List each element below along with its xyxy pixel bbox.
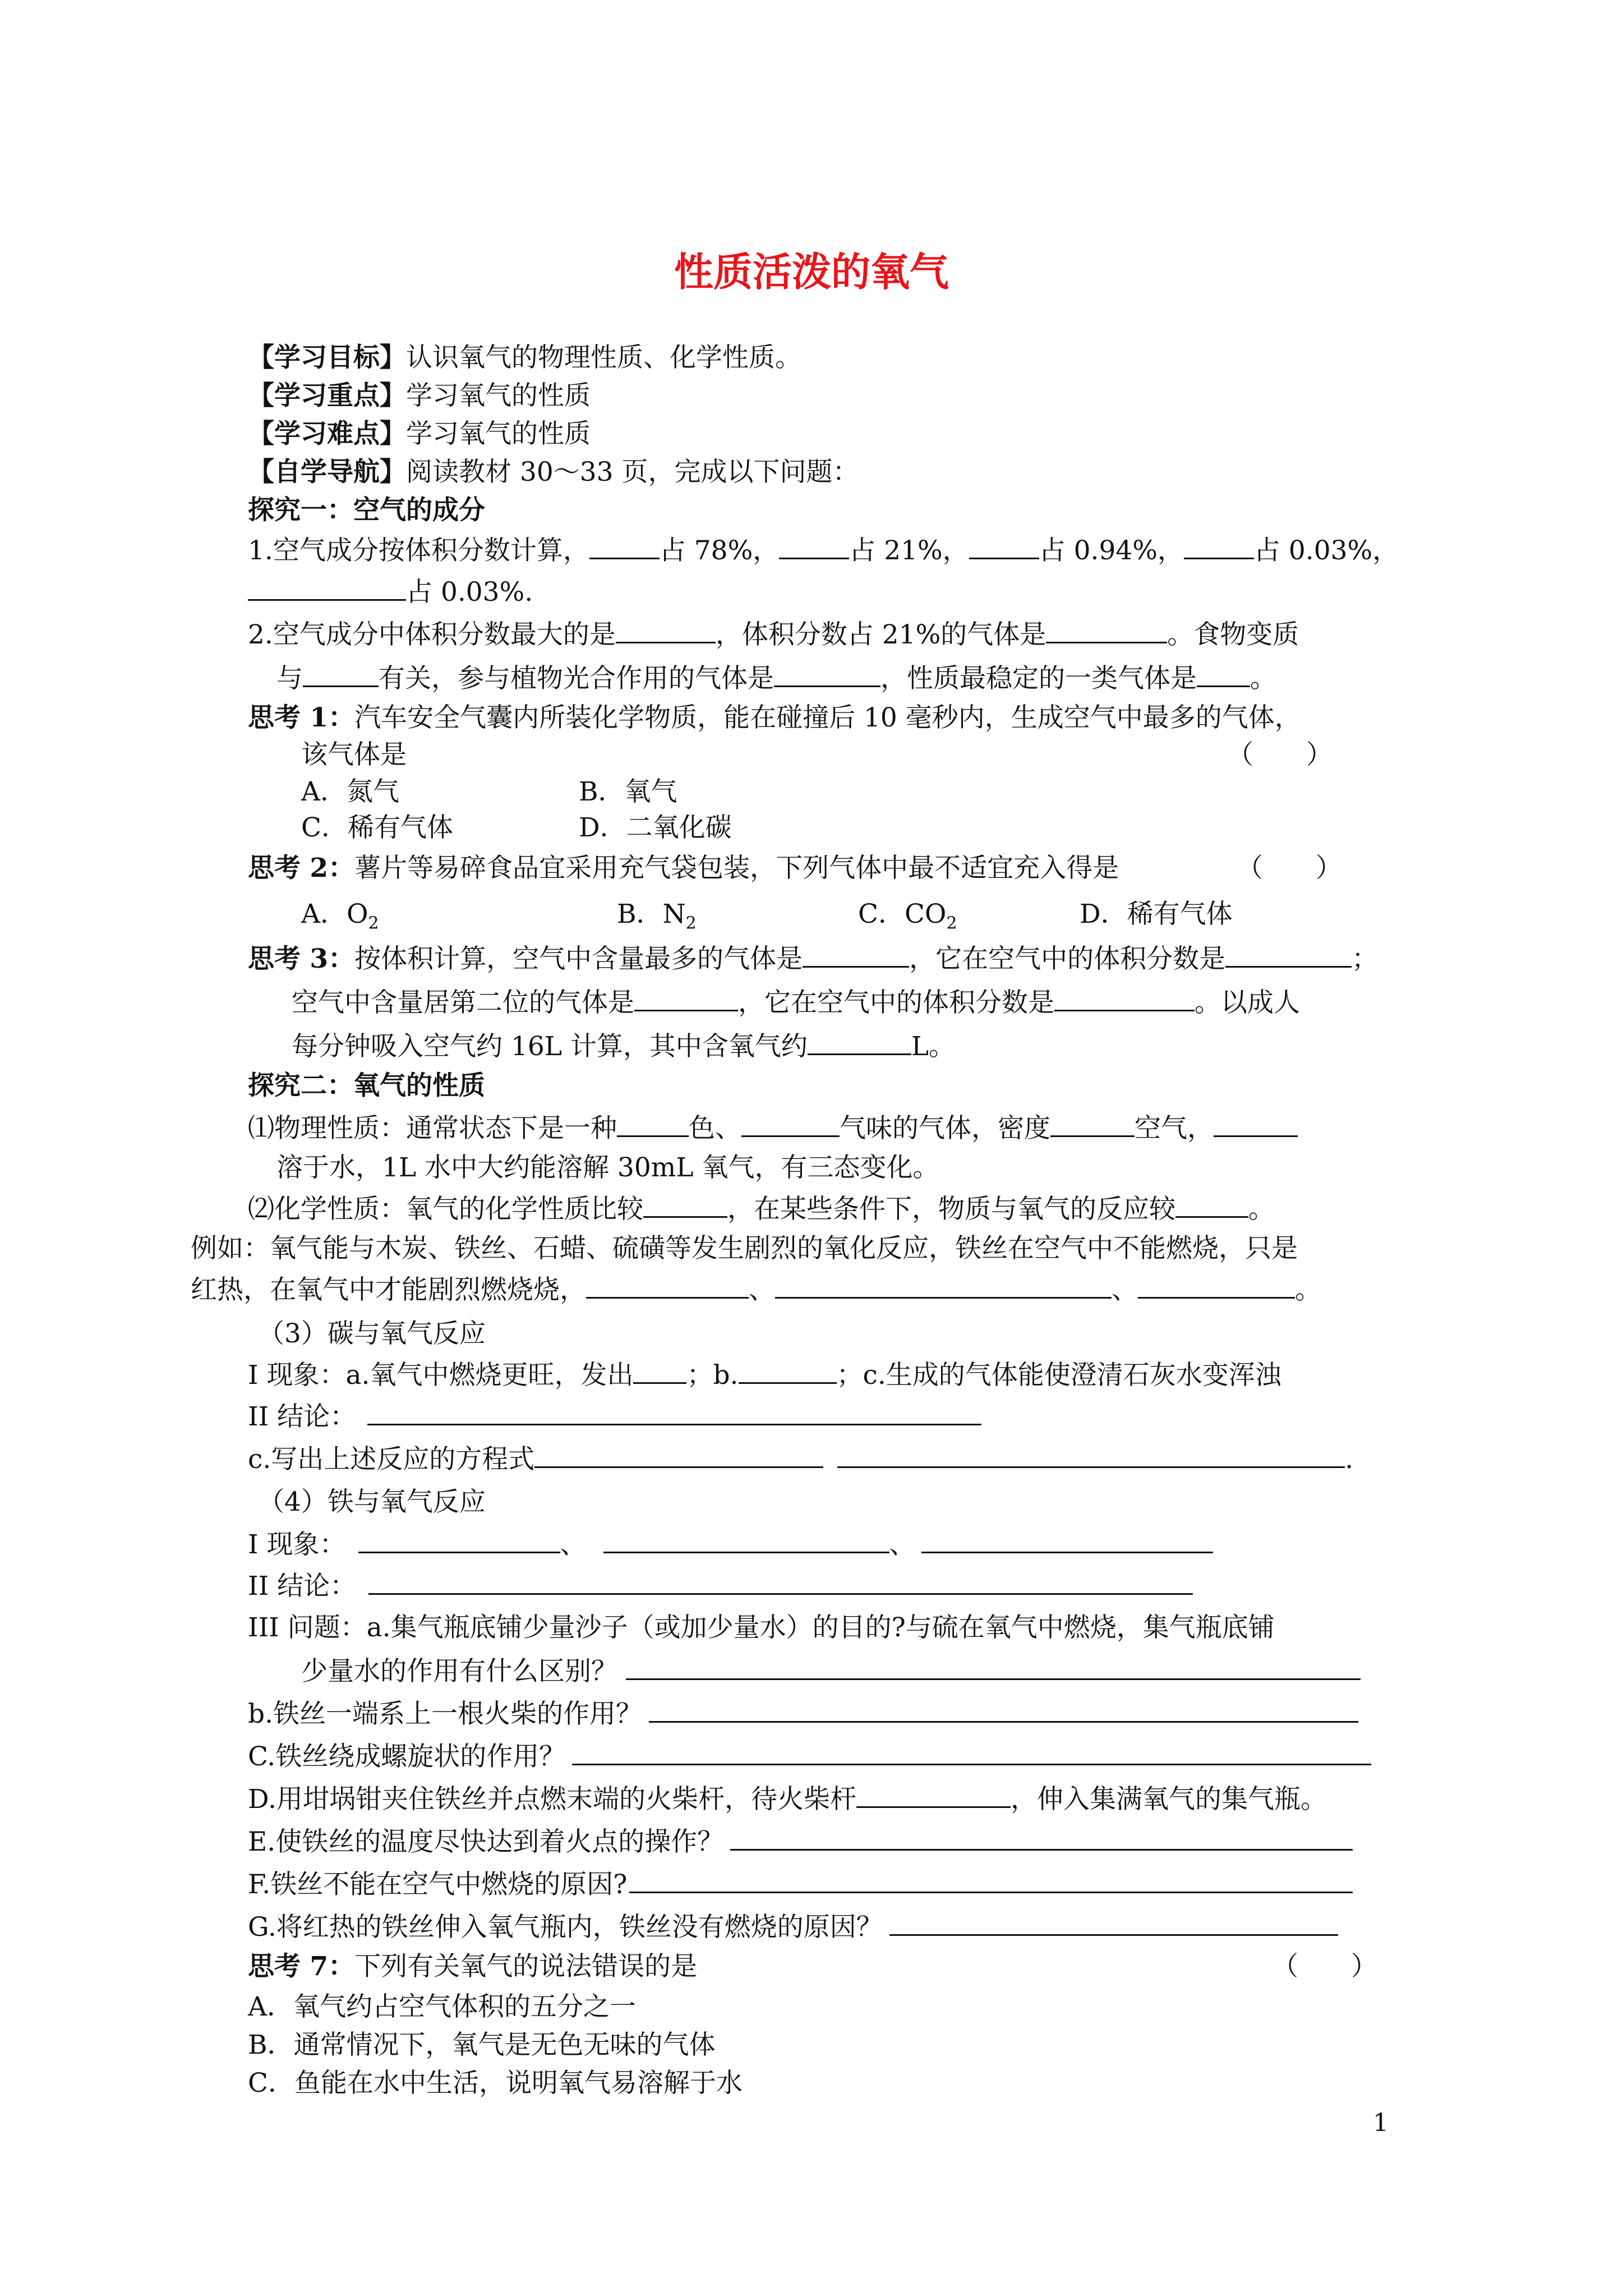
carbon-text: I 现象：a.氧气中燃烧更旺，发出 bbox=[248, 1360, 634, 1391]
subscript: 2 bbox=[368, 913, 379, 933]
blank[interactable] bbox=[616, 617, 716, 643]
think-3-text: 按体积计算，空气中含量最多的气体是 bbox=[354, 944, 803, 974]
guide-text: 阅读教材 30～33 页，完成以下问题： bbox=[406, 457, 859, 487]
option-b: B．通常情况下，氧气是无色无味的气体 bbox=[248, 2030, 716, 2060]
think-3-text: ，它在空气中的体积分数是 bbox=[738, 987, 1054, 1018]
blank[interactable] bbox=[1046, 617, 1167, 643]
iron-text: I 现象： bbox=[248, 1529, 346, 1560]
q2-text: 2.空气成分中体积分数最大的是 bbox=[248, 619, 616, 650]
iron-question-d bbox=[248, 1782, 1327, 1816]
example-text: 、 bbox=[749, 1274, 775, 1305]
q1-text: 占 0.03%， bbox=[1253, 535, 1399, 566]
carbon-text: ；c.生成的气体能使澄清石灰水变浑浊 bbox=[836, 1360, 1281, 1391]
question-2 bbox=[248, 617, 1299, 652]
answer-paren[interactable]: （ ） bbox=[1237, 853, 1342, 884]
option-a-text: A．O bbox=[301, 899, 368, 930]
iron-heading: （4）铁与氧气反应 bbox=[258, 1487, 486, 1517]
iron-text: C.铁丝绕成螺旋状的作用？ bbox=[248, 1741, 566, 1772]
option-c: C．鱼能在水中生活，说明氧气易溶解于水 bbox=[248, 2068, 743, 2099]
blank[interactable] bbox=[368, 1568, 1193, 1595]
blank[interactable] bbox=[741, 1111, 840, 1137]
carbon-text: c.写出上述反应的方程式 bbox=[248, 1444, 535, 1475]
chem-text: ，在某些条件下，物质与氧气的反应较 bbox=[727, 1194, 1175, 1225]
q1-text: 占 0.94%， bbox=[1039, 535, 1184, 566]
iron-text: II 结论： bbox=[248, 1571, 357, 1602]
think-3-text: 空气中含量居第二位的气体是 bbox=[292, 987, 634, 1018]
iron-question-e bbox=[248, 1824, 1353, 1859]
think-1 bbox=[248, 701, 1301, 735]
goal-line bbox=[248, 341, 801, 375]
iron-text: 少量水的作用有什么区别？ bbox=[301, 1656, 617, 1687]
iron-text: D.用坩埚钳夹住铁丝并点燃末端的火柴杆，待火柴杆 bbox=[248, 1784, 856, 1815]
iron-text: ，伸入集满氧气的集气瓶。 bbox=[1010, 1784, 1327, 1815]
phys-text: 气味的气体，密度 bbox=[840, 1113, 1050, 1144]
section-heading-1: 探究一：空气的成分 bbox=[248, 495, 485, 526]
blank[interactable] bbox=[889, 1910, 1338, 1936]
blank[interactable] bbox=[803, 941, 909, 968]
iron-question-f bbox=[248, 1867, 1353, 1902]
think-3-label: 思考 3： bbox=[248, 944, 355, 974]
blank[interactable] bbox=[303, 661, 379, 687]
think-3-text: 。以成人 bbox=[1195, 987, 1300, 1018]
blank[interactable] bbox=[534, 1442, 823, 1468]
q2-text: 。 bbox=[1250, 663, 1276, 694]
subscript: 2 bbox=[685, 913, 697, 933]
guide-line bbox=[248, 455, 859, 489]
blank[interactable] bbox=[629, 1867, 1353, 1893]
option-c-text: C．CO bbox=[858, 899, 947, 930]
think-3-cont bbox=[292, 985, 1300, 1020]
q2-text: 有关，参与植物光合作用的气体是 bbox=[379, 663, 774, 694]
blank[interactable] bbox=[649, 1696, 1358, 1723]
focus-line bbox=[248, 379, 591, 413]
option-c bbox=[858, 898, 957, 940]
goal-text: 认识氧气的物理性质、化学性质。 bbox=[406, 342, 801, 373]
blank[interactable] bbox=[358, 1527, 560, 1553]
blank[interactable] bbox=[837, 1442, 1345, 1468]
answer-paren[interactable]: （ ） bbox=[1272, 1951, 1377, 1982]
think-2 bbox=[248, 852, 1119, 885]
phys-text: 色、 bbox=[689, 1113, 741, 1144]
option-d: D．二氧化碳 bbox=[579, 812, 732, 843]
think-1-cont: 该气体是 bbox=[301, 739, 407, 770]
chem-text: ⑵化学性质：氧气的化学性质比较 bbox=[248, 1194, 643, 1225]
option-c: C．稀有气体 bbox=[301, 812, 453, 843]
option-a: A．氮气 bbox=[301, 776, 399, 807]
blank[interactable] bbox=[779, 533, 849, 559]
question-2-cont bbox=[276, 661, 1276, 696]
think-2-label: 思考 2： bbox=[248, 853, 355, 884]
difficulty-line bbox=[248, 417, 591, 451]
think-3-text: ，它在空气中的体积分数是 bbox=[909, 944, 1226, 974]
option-b: B．氧气 bbox=[579, 776, 677, 807]
blank[interactable] bbox=[1184, 533, 1254, 559]
blank[interactable] bbox=[1197, 661, 1250, 687]
focus-label: 【学习重点】 bbox=[248, 380, 406, 411]
think-3-cont2 bbox=[292, 1029, 955, 1064]
q2-text: 。食物变质 bbox=[1167, 619, 1299, 650]
blank[interactable] bbox=[1050, 1111, 1135, 1137]
iron-text: 、 bbox=[889, 1529, 916, 1560]
option-a bbox=[301, 898, 379, 940]
example-text: 、 bbox=[1112, 1274, 1138, 1305]
q1-text: 占 78%， bbox=[659, 535, 780, 566]
example-text: 。 bbox=[1295, 1274, 1321, 1305]
blank[interactable] bbox=[1175, 1191, 1248, 1218]
carbon-text: ；b. bbox=[686, 1360, 739, 1391]
carbon-text: II 结论： bbox=[248, 1401, 357, 1432]
blank[interactable] bbox=[617, 1111, 689, 1137]
goal-label: 【学习目标】 bbox=[248, 342, 406, 373]
iron-question-g bbox=[248, 1910, 1338, 1944]
think-3-text: ； bbox=[1352, 944, 1378, 974]
difficulty-text: 学习氧气的性质 bbox=[406, 418, 591, 449]
carbon-text: . bbox=[1345, 1444, 1354, 1475]
think-7-label: 思考 7： bbox=[248, 1951, 355, 1982]
blank[interactable] bbox=[634, 985, 738, 1011]
think-2-text: 薯片等易碎食品宜采用充气袋包装，下列气体中最不适宜充入得是 bbox=[354, 853, 1119, 884]
physical-properties-cont: 溶于水，1L 水中大约能溶解 30mL 氧气，有三态变化。 bbox=[276, 1152, 939, 1183]
section-heading-2: 探究二：氧气的性质 bbox=[248, 1070, 485, 1101]
option-b-text: B．N bbox=[617, 899, 686, 930]
blank[interactable] bbox=[572, 1739, 1371, 1765]
blank[interactable] bbox=[1225, 941, 1352, 968]
blank[interactable] bbox=[1214, 1111, 1298, 1137]
blank[interactable] bbox=[248, 574, 406, 601]
page-number: 1 bbox=[1373, 2109, 1389, 2137]
think-1-label: 思考 1： bbox=[248, 702, 355, 733]
q1-text: 1.空气成分按体积分数计算， bbox=[248, 535, 589, 566]
carbon-equation bbox=[248, 1442, 1353, 1476]
q2-text: ，体积分数占 21%的气体是 bbox=[715, 619, 1046, 650]
option-d: D．稀有气体 bbox=[1080, 899, 1233, 930]
blank[interactable] bbox=[643, 1191, 727, 1218]
q2-text: 与 bbox=[276, 663, 303, 694]
blank[interactable] bbox=[969, 533, 1039, 559]
iron-question-a-cont bbox=[301, 1654, 1361, 1688]
subscript: 2 bbox=[946, 913, 957, 933]
blank[interactable] bbox=[808, 1029, 911, 1055]
blank[interactable] bbox=[626, 1654, 1361, 1680]
carbon-heading: （3）碳与氧气反应 bbox=[258, 1318, 486, 1349]
blank[interactable] bbox=[633, 1358, 686, 1384]
think-3 bbox=[248, 941, 1378, 976]
q1-text: 占 0.03%. bbox=[406, 577, 533, 608]
iron-text: G.将红热的铁丝伸入氧气瓶内，铁丝没有燃烧的原因？ bbox=[248, 1912, 883, 1943]
option-b bbox=[617, 898, 697, 940]
question-1 bbox=[248, 533, 1399, 568]
physical-properties bbox=[248, 1111, 1298, 1145]
carbon-conclusion bbox=[248, 1399, 981, 1434]
iron-phenomenon bbox=[248, 1527, 1213, 1562]
blank[interactable] bbox=[739, 1358, 837, 1384]
blank[interactable] bbox=[730, 1824, 1353, 1851]
q1-text: 占 21%， bbox=[849, 535, 969, 566]
q2-text: ，性质最稳定的一类气体是 bbox=[880, 663, 1197, 694]
blank[interactable] bbox=[775, 1272, 1112, 1299]
blank[interactable] bbox=[367, 1399, 981, 1425]
chem-text: 。 bbox=[1248, 1194, 1275, 1225]
blank[interactable] bbox=[1054, 985, 1195, 1011]
example-line-cont bbox=[191, 1272, 1321, 1307]
blank[interactable] bbox=[921, 1527, 1213, 1553]
guide-label: 【自学导航】 bbox=[248, 457, 406, 487]
iron-question-c bbox=[248, 1739, 1371, 1774]
answer-paren[interactable]: （ ） bbox=[1227, 739, 1332, 770]
question-1-cont bbox=[248, 574, 533, 609]
iron-question-b bbox=[248, 1696, 1358, 1731]
chemical-properties bbox=[248, 1191, 1275, 1226]
blank[interactable] bbox=[589, 533, 660, 559]
page-title: 性质活泼的氧气 bbox=[674, 249, 949, 295]
think-3-text: 每分钟吸入空气约 16L 计算，其中含氧气约 bbox=[292, 1031, 808, 1062]
iron-text: E.使铁丝的温度尽快达到着火点的操作？ bbox=[248, 1826, 724, 1857]
phys-text: 空气， bbox=[1135, 1113, 1214, 1144]
blank[interactable] bbox=[774, 661, 880, 687]
blank[interactable] bbox=[1138, 1272, 1295, 1299]
blank[interactable] bbox=[586, 1272, 749, 1299]
think-1-text: 汽车安全气囊内所装化学物质，能在碰撞后 10 毫秒内，生成空气中最多的气体， bbox=[354, 702, 1301, 733]
think-7-text: 下列有关氧气的说法错误的是 bbox=[354, 1951, 698, 1982]
blank[interactable] bbox=[856, 1782, 1011, 1808]
iron-text: 、 bbox=[560, 1529, 587, 1560]
blank[interactable] bbox=[603, 1527, 889, 1553]
example-text: 红热，在氧气中才能剧烈燃烧烧， bbox=[191, 1274, 586, 1305]
think-3-text: L。 bbox=[911, 1031, 956, 1062]
focus-text: 学习氧气的性质 bbox=[406, 380, 591, 411]
option-a: A．氧气约占空气体积的五分之一 bbox=[248, 1991, 636, 2022]
iron-conclusion bbox=[248, 1568, 1193, 1603]
iron-question-a: III 问题：a.集气瓶底铺少量沙子（或加少量水）的目的?与硫在氧气中燃烧，集气瓶底铺 bbox=[248, 1612, 1275, 1643]
iron-text: F.铁丝不能在空气中燃烧的原因? bbox=[248, 1869, 628, 1900]
carbon-phenomenon bbox=[248, 1358, 1281, 1392]
phys-text: ⑴物理性质：通常状态下是一种 bbox=[248, 1113, 617, 1144]
difficulty-label: 【学习难点】 bbox=[248, 418, 406, 449]
think-7 bbox=[248, 1950, 697, 1984]
example-line: 例如：氧气能与木炭、铁丝、石蜡、硫磺等发生剧烈的氧化反应，铁丝在空气中不能燃烧，只是 bbox=[191, 1233, 1298, 1264]
iron-text: b.铁丝一端系上一根火柴的作用？ bbox=[248, 1699, 643, 1729]
